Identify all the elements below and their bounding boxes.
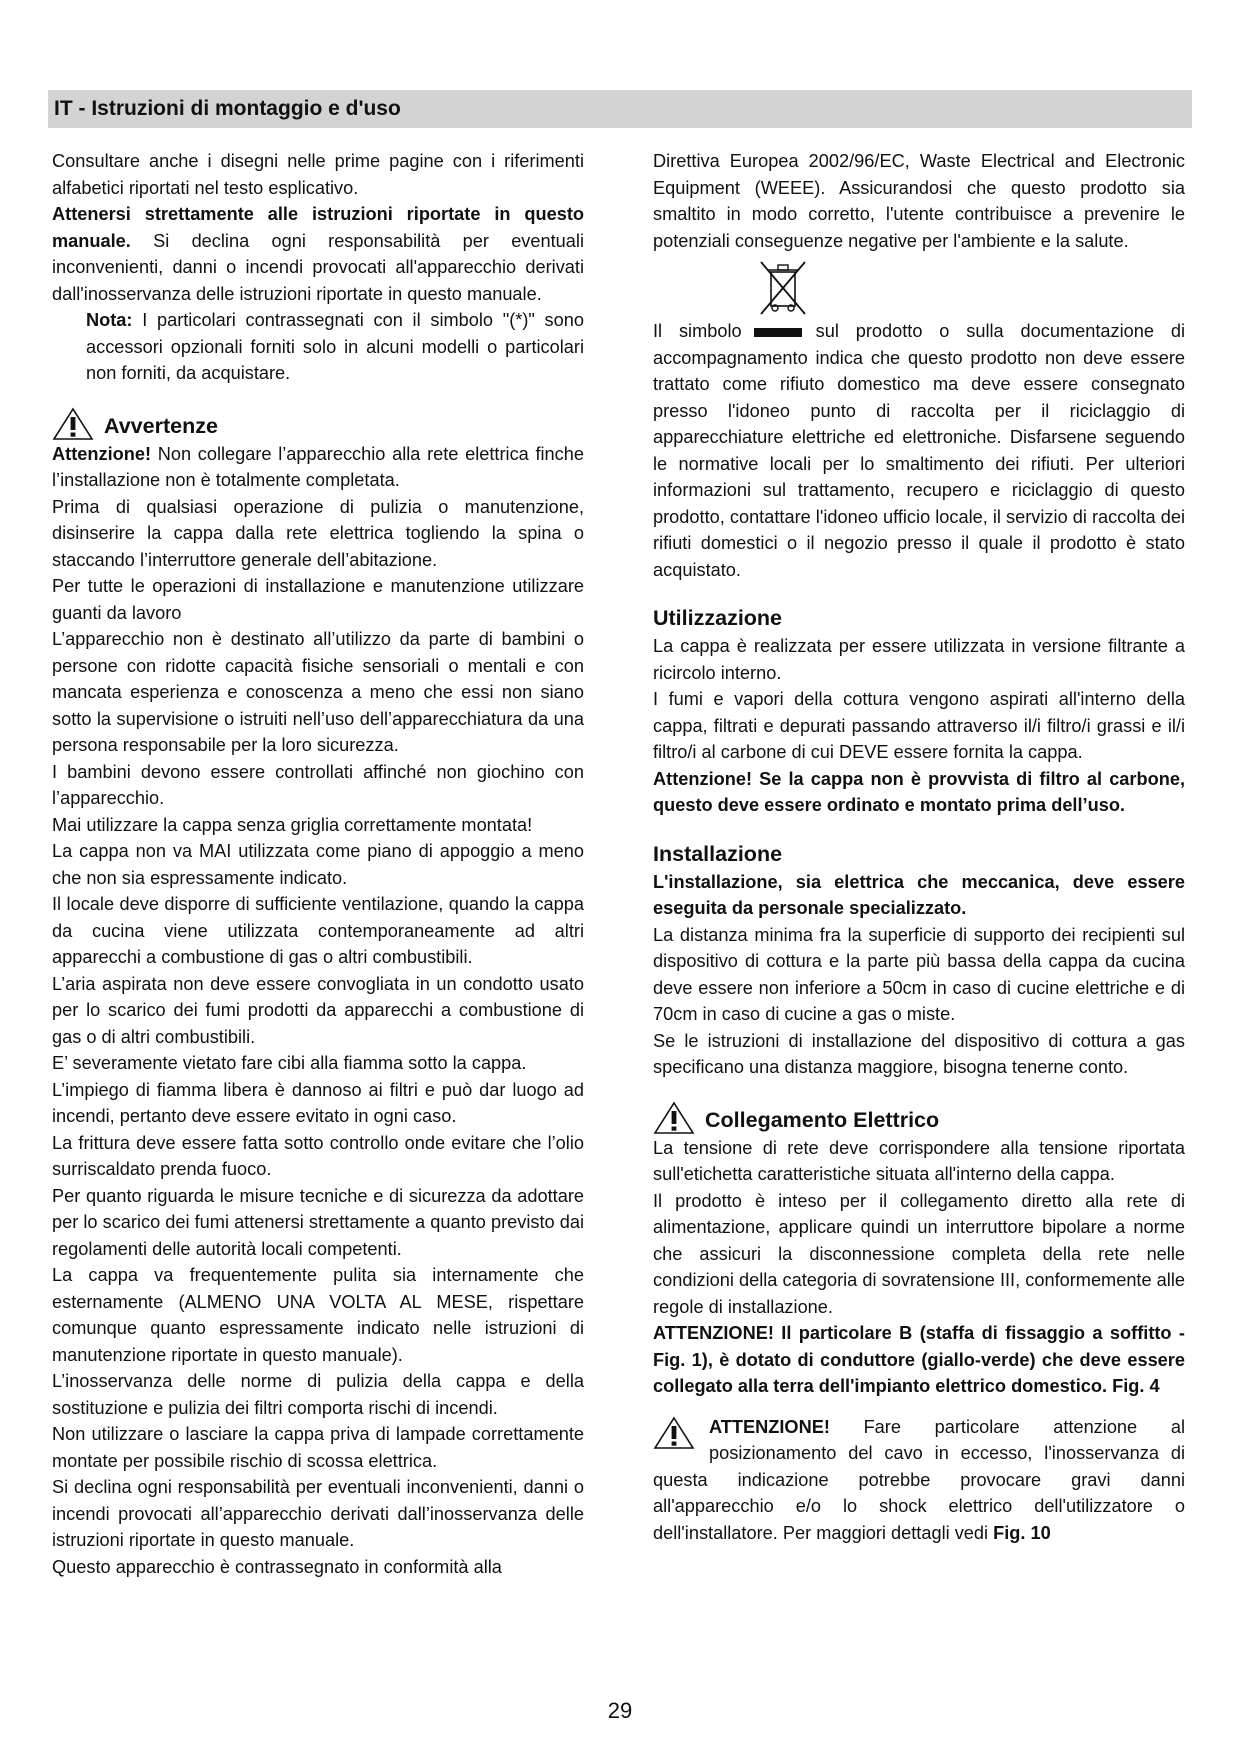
nota-label: Nota:: [86, 310, 133, 330]
cable-warning-label: ATTENZIONE!: [709, 1416, 830, 1437]
usage-warning-bold: Attenzione! Se la cappa non è provvista di filtro al carbone, questo deve essere ordinato e montato prima dell’uso.: [653, 768, 1185, 815]
installation-text: Se le istruzioni di installazione del dispositivo di cottura a gas specificano una distanza maggiore, bisogna tenerne conto.: [653, 1030, 1185, 1077]
electrical-warning: [653, 1320, 1185, 1400]
warning-paragraph: La cappa non va MAI utilizzata come piano di appoggio a meno che non sia espressamente indicato.: [52, 841, 584, 888]
warning-paragraph: I bambini devono essere controllati affinché non giochino con l’apparecchio.: [52, 761, 584, 808]
installation-warning-bold: L'installazione, sia elettrica che meccanica, deve essere eseguita da personale specializzato.: [653, 871, 1185, 918]
nota-text: I particolari contrassegnati con il simbolo "(*)" sono accessori opzionali forniti solo in alcuni modelli o particolari non forniti, da acquistare.: [86, 310, 584, 383]
warning-paragraph: L’inosservanza delle norme di pulizia della cappa e della sostituzione e pulizia dei filtri comporta rischi di incendi.: [52, 1371, 584, 1418]
strict-note-text: Si declina ogni responsabilità per eventuali inconvenienti, danni o incendi provocati all'apparecchio derivati dall'inosservanza delle istruzioni riportate in questo manuale.: [52, 230, 584, 304]
warning-icon: [653, 1101, 695, 1135]
electrical-heading: [653, 1101, 1185, 1135]
warning-paragraph: Non utilizzare o lasciare la cappa priva di lampade correttamente montate per possibile rischio di scossa elettrica.: [52, 1424, 584, 1471]
warning-paragraph: Il locale deve disporre di sufficiente ventilazione, quando la cappa da cucina viene utilizzata contemporaneamente ad altri apparecchi a combustione di gas o altri combustibili.: [52, 894, 584, 967]
attention-label: Attenzione!: [52, 443, 152, 464]
left-column: [52, 148, 584, 1580]
attention-text: Non collegare l’apparecchio alla rete elettrica finche l’installazione non è totalmente completata.: [52, 443, 584, 490]
installation-text: La distanza minima fra la superficie di supporto dei recipienti sul dispositivo di cottura e la parte più bassa della cappa da cucina deve essere non inferiore a 50cm in caso di cucine elettriche e di 70cm in caso di cucine a gas o miste.: [653, 924, 1185, 1024]
warning-paragraph: Si declina ogni responsabilità per eventuali inconvenienti, danni o incendi provocati all’apparecchio derivati dall’inosservanza delle istruzioni riportate in questo manuale.: [52, 1477, 584, 1550]
warning-icon: [52, 407, 94, 441]
cable-warning: [653, 1414, 1185, 1547]
usage-warning: [653, 766, 1185, 819]
warnings-heading: [52, 407, 584, 441]
crossed-bin-icon: [753, 258, 813, 318]
warning-paragraph: E’ severamente vietato fare cibi alla fiamma sotto la cappa.: [52, 1053, 527, 1073]
warning-paragraph: L’aria aspirata non deve essere convogliata in un condotto usato per lo scarico dei fumi prodotti da apparecchi a combustione di gas o di altri combustibili.: [52, 973, 584, 1047]
warnings-title: Avvertenze: [104, 413, 218, 438]
electrical-title: Collegamento Elettrico: [705, 1107, 940, 1132]
warning-paragraph: Prima di qualsiasi operazione di pulizia o manutenzione, disinserire la cappa dalla rete elettrica togliendo la spina o staccando l’interruttore generale dell’abitazione.: [52, 496, 584, 570]
cable-warning-text: Fare particolare attenzione al posizionamento del cavo in eccesso, l'inosservanza di questa indicazione potrebbe provocare gravi danni all'apparecchio e/o lo shock elettrico dell'utilizzatore o dell'installatore. Per maggiori dettagli vedi: [653, 1416, 1185, 1543]
black-bar-symbol: [754, 328, 802, 337]
usage-title: Utilizzazione: [653, 606, 783, 630]
usage-text: La cappa è realizzata per essere utilizzata in versione filtrante a ricircolo interno.: [653, 636, 1185, 683]
section-header: IT - Istruzioni di montaggio e d'uso: [48, 90, 1192, 128]
warning-paragraph: La cappa va frequentemente pulita sia internamente che esternamente (ALMENO UNA VOLTA AL MESE, rispettare comunque quanto espressamente indicato nelle istruzioni di manutenzione riportate in questo manuale).: [52, 1265, 584, 1365]
warning-paragraph: La frittura deve essere fatta sotto controllo onde evitare che l’olio surriscaldato prenda fuoco.: [52, 1132, 584, 1179]
electrical-text: Il prodotto è inteso per il collegamento diretto alla rete di alimentazione, applicare quindi un interruttore bipolare a norme che assicuri la disconnessione completa della rete nelle condizioni della categoria di sovratensione III, conformemente alle regole di installazione.: [653, 1190, 1185, 1317]
warning-paragraph: L’impiego di fiamma libera è dannoso ai filtri e può dar luogo ad incendi, pertanto deve essere evitato in ogni caso.: [52, 1079, 584, 1126]
electrical-warning-bold: ATTENZIONE! Il particolare B (staffa di fissaggio a soffitto - Fig. 1), è dotato di conduttore (giallo-verde) che deve essere collegato alla terra dell'impianto elettrico domestico. Fig. 4: [653, 1323, 1185, 1396]
page-number: 29: [607, 1698, 633, 1723]
strict-note-bold: Attenersi strettamente alle istruzioni riportate in questo manuale.: [52, 204, 584, 251]
strict-note: [52, 201, 584, 307]
warning-paragraph: Per tutte le operazioni di installazione e manutenzione utilizzare guanti da lavoro: [52, 576, 584, 623]
cable-warning-fig: Fig. 10: [993, 1522, 1051, 1543]
warning-paragraph: L’apparecchio non è destinato all’utilizzo da parte di bambini o persone con ridotte capacità fisiche sensoriali o mentali e con mancata esperienza e conoscenza a meno che essi non siano sotto la supervisione o istruiti nell’uso dell’apparecchiatura da una persona responsabile per la loro sicurezza.: [52, 629, 584, 755]
right-column: [653, 148, 1185, 1546]
installation-title: Installazione: [653, 841, 783, 866]
installation-warning: [653, 869, 1185, 922]
symbol-pre: Il simbolo: [653, 321, 742, 341]
warning-icon: [653, 1416, 695, 1450]
intro-text: Consultare anche i disegni nelle prime pagine con i riferimenti alfabetici riportati nel testo esplicativo.: [52, 151, 584, 198]
warning-paragraph: Questo apparecchio è contrassegnato in conformità alla: [52, 1556, 502, 1577]
nota: [52, 307, 584, 387]
warning-paragraph: Per quanto riguarda le misure tecniche e di sicurezza da adottare per lo scarico dei fumi attenersi strettamente a quanto previsto dai regolamenti delle autorità locali competenti.: [52, 1185, 584, 1259]
symbol-paragraph: [653, 318, 1185, 583]
weee-directive-text: Direttiva Europea 2002/96/EC, Waste Electrical and Electronic Equipment (WEEE). Assicurandosi che questo prodotto sia smaltito in modo corretto, l'utente contribuisce a prevenire le potenziali conseguenze negative per l'ambiente e la salute.: [653, 151, 1185, 251]
warning-paragraph: Mai utilizzare la cappa senza griglia correttamente montata!: [52, 814, 533, 835]
attention-note: [52, 441, 584, 494]
electrical-text: La tensione di rete deve corrispondere alla tensione riportata sull'etichetta caratteristiche situata all'interno della cappa.: [653, 1137, 1185, 1184]
usage-text: I fumi e vapori della cottura vengono aspirati all'interno della cappa, filtrati e depurati passando attraverso il/i filtro/i grassi e il/i filtro/i al carbone di cui DEVE essere fornita la cappa.: [653, 689, 1185, 762]
symbol-post: sul prodotto o sulla documentazione di accompagnamento indica che questo prodotto non deve essere trattato come rifiuto domestico ma deve essere consegnato presso l'idoneo punto di raccolta per il riciclaggio di apparecchiature elettriche ed elettroniche. Disfarsene seguendo le normative locali per lo smaltimento dei rifiuti. Per ulteriori informazioni sul trattamento, recupero e riciclaggio di questo prodotto, contattare l'idoneo ufficio locale, il servizio di raccolta dei rifiuti domestici o il negozio presso il quale il prodotto è stato acquistato.: [653, 321, 1185, 580]
